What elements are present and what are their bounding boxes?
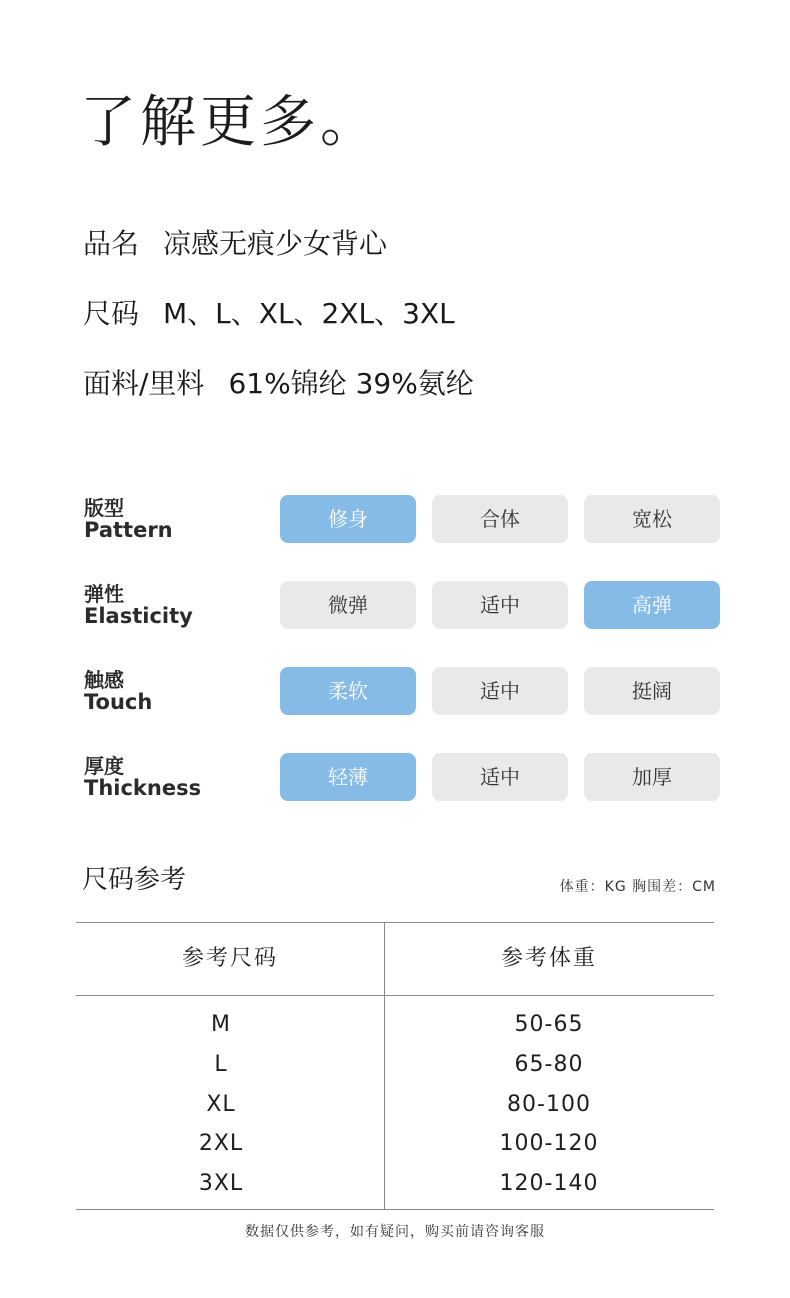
size-column xyxy=(76,1005,366,1204)
option-chip: 适中 xyxy=(432,753,568,801)
attribute-label xyxy=(84,669,152,713)
attribute-label-cn: 版型 xyxy=(84,496,124,520)
table-cell-weight: 50-65 xyxy=(514,1012,584,1037)
info-label: 品名 xyxy=(83,227,140,260)
table-cell-size: M xyxy=(211,1012,231,1037)
table-header-weight: 参考体重 xyxy=(500,946,597,971)
info-value: 凉感无痕少女背心 xyxy=(163,227,388,260)
unit-note: 体重：KG 胸围差：CM xyxy=(559,879,716,895)
attribute-label-cn: 厚度 xyxy=(84,754,124,778)
attribute-label xyxy=(84,497,173,541)
info-size xyxy=(83,294,455,334)
info-label: 面料/里料 xyxy=(83,367,205,400)
column-divider xyxy=(384,923,385,1209)
option-chip: 微弹 xyxy=(280,581,416,629)
table-cell-weight: 65-80 xyxy=(514,1051,584,1077)
option-chip: 合体 xyxy=(432,495,568,543)
option-chip: 柔软 xyxy=(280,667,416,715)
info-value: 61%锦纶 39%氨纶 xyxy=(228,367,474,400)
info-fabric xyxy=(83,364,474,404)
attribute-label xyxy=(84,583,193,627)
attribute-label-en: Touch xyxy=(84,690,153,714)
info-product-name xyxy=(83,224,387,264)
attribute-row-elasticity xyxy=(0,581,790,631)
table-cell-size: XL xyxy=(206,1091,236,1117)
attribute-label-en: Thickness xyxy=(84,776,202,800)
option-chip: 轻薄 xyxy=(280,753,416,801)
info-label: 尺码 xyxy=(83,297,140,330)
option-chip: 加厚 xyxy=(584,753,720,801)
option-chip: 适中 xyxy=(432,581,568,629)
table-cell-size: 3XL xyxy=(198,1171,244,1197)
table-cell-size: 2XL xyxy=(198,1131,244,1157)
table-header-size: 参考尺码 xyxy=(181,946,278,971)
table-cell-weight: 120-140 xyxy=(499,1171,599,1197)
size-chart-title: 尺码参考 xyxy=(82,865,187,895)
header-divider xyxy=(76,995,714,996)
table-cell-size: L xyxy=(214,1051,228,1077)
weight-column xyxy=(394,1005,704,1204)
option-chip: 挺阔 xyxy=(584,667,720,715)
option-chip: 宽松 xyxy=(584,495,720,543)
attribute-label xyxy=(84,755,201,799)
attribute-row-pattern xyxy=(0,495,790,545)
info-value: M、L、XL、2XL、3XL xyxy=(163,297,455,330)
attribute-label-cn: 弹性 xyxy=(84,582,124,606)
attribute-label-en: Elasticity xyxy=(84,604,193,628)
table-cell-weight: 100-120 xyxy=(499,1131,599,1157)
attribute-label-en: Pattern xyxy=(84,518,173,542)
option-chip: 适中 xyxy=(432,667,568,715)
option-chip: 修身 xyxy=(280,495,416,543)
footnote: 数据仅供参考，如有疑问，购买前请咨询客服 xyxy=(245,1224,545,1240)
size-table xyxy=(76,922,714,1210)
page-heading: 了解更多。 xyxy=(80,90,380,155)
attribute-row-thickness xyxy=(0,753,790,803)
table-cell-weight: 80-100 xyxy=(507,1091,591,1117)
option-chip: 高弹 xyxy=(584,581,720,629)
attribute-label-cn: 触感 xyxy=(84,668,124,692)
attribute-row-touch xyxy=(0,667,790,717)
